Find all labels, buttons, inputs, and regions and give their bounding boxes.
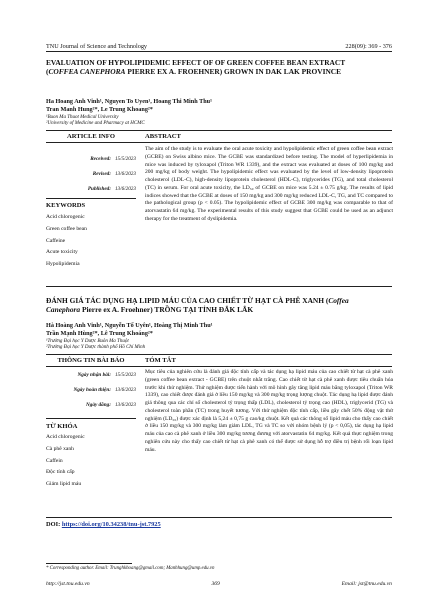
- english-top-rule: [46, 130, 392, 131]
- keyword: Giảm lipid máu: [46, 481, 82, 488]
- vietnamese-authors-line-2: Trần Mạnh Hùng²*, Lê Trung Khoáng²*: [46, 330, 153, 338]
- vietnamese-abstract-text: Mục tiêu của nghiên cứu là đánh giá độc tính cấp và tác dụng hạ lipid máu của cao chiết từ hạt cà phê xanh (green coffee bean extract - GCBE) trên chuột nhắt trắng. Cao chiết từ hạt cà phê xanh được tiêu chuẩn hóa trước khi thử nghiệm. Thử nghiệm được tiến hành với mô hình gây tăng lipid máu bằng tyloxapol (Triton WR 1339), cao chiết được đánh giá ở liều 150 mg/kg và 300 mg/kg trọng lượng chuột. Tác dụng hạ lipid được đánh giá thông qua các chỉ số cholesterol tỷ trọng thấp (LDL), cholesterol tỷ trọng cao (HDL), triglycerid (TG) và cholesterol toàn phần (TC) trong huyết tương. Với thử nghiệm độc tính cấp, liều gây chết 50% động vật thử nghiệm (LD₅₀) được xác định là 5,24 ± 0,75 g cao/kg chuột. Kết quả các thông số lipid máu cho thấy cao chiết ở liều 150 mg/kg và 300 mg/kg làm giảm LDL, TG và TC so với nhóm bệnh lý (p < 0,05), tác dụng hạ lipid máu của cao cà phê xanh ở liều 300 mg/kg tương đương với atorvastatin 64 mg/kg. Kết quả thực nghiệm trong nghiên cứu này cho thấy cao chiết từ hạt cà phê xanh có thể được sử dụng hỗ trợ điều trị bệnh rối loạn lipid máu.: [145, 369, 393, 453]
- english-affiliations: [46, 115, 386, 128]
- keyword: Độc tính cấp: [46, 469, 75, 476]
- vietnamese-top-rule: [46, 354, 392, 355]
- vietnamese-affiliations: [46, 339, 386, 352]
- english-title-part-2: PIERRE EX A. FROEHNER) GROWN IN DAK LAK PROVINCE: [125, 67, 342, 77]
- vietnamese-heading-rule: [46, 366, 392, 367]
- vietnamese-date-received: Ngày nhận bài: 15/5/2023: [77, 372, 136, 378]
- english-date-revised: Revised: 13/6/2023: [92, 171, 136, 177]
- vietnamese-keyword-list: [46, 432, 136, 491]
- english-keyword-list: [46, 212, 136, 271]
- doi-label: DOI:: [46, 521, 62, 528]
- english-title: [46, 58, 376, 77]
- doi-line: [46, 521, 161, 528]
- header-rule: [46, 51, 392, 52]
- journal-website-link[interactable]: http://jst.tnu.edu.vn: [46, 581, 90, 587]
- vietnamese-title-species: Coffea Canephora: [46, 296, 349, 315]
- vietnamese-affiliation-2: ²Trường Đại học Y Dược thành phố Hồ Chí Minh: [46, 345, 146, 351]
- english-dates: [46, 156, 136, 201]
- vietnamese-abstract-heading: TÓM TẮT: [145, 357, 176, 364]
- english-date-published: Published: 13/6/2023: [87, 186, 136, 192]
- page-footer: [46, 581, 392, 587]
- english-affiliation-1: ¹Buon Ma Thuot Medical University: [46, 115, 119, 120]
- doi-link[interactable]: https://doi.org/10.34238/tnu-jst.7925: [61, 521, 161, 528]
- keyword: Acute toxicity: [46, 249, 78, 256]
- vietnamese-bottom-rule: [46, 517, 392, 518]
- english-abstract-heading: ABSTRACT: [145, 133, 181, 140]
- english-authors: [46, 98, 386, 115]
- keyword: Caffeine: [46, 237, 66, 244]
- english-authors-line-2: Tran Manh Hung²*, Le Trung Khoang²*: [46, 106, 153, 114]
- vietnamese-date-published: Ngày đăng: 13/6/2023: [86, 402, 136, 408]
- english-title-species: COFFEA CANEPHORA: [48, 67, 126, 77]
- vietnamese-authors-line-1: Hà Hoàng Anh Vinh¹, Nguyễn Tố Uyên¹, Hoàng Thị Minh Thu¹: [46, 322, 213, 329]
- english-abstract-text: The aim of the study is to evaluate the oral acute toxicity and hypolipidemic effect of green coffee bean extract (GCBE) on Swiss albino mice. The GCBE was standardized before testing. The model of hyperlipidemia in mice was induced by tyloxapol (Triton WR 1339), and the extract was evaluated at doses of 100 mg/kg and 200 mg/kg of body weight. The hypolipidemic effect was evaluated by the level of low-density lipoprotein cholesterol (LDL-C), high-density lipoprotein cholesterol (HDL-C), triglycerides (TG), and total cholesterol (TC) in serum. For oral acute toxicity, the LD₅₀ of GCBE on mice was 5.24 ± 0.75 g/kg. The results of lipid indices showed that the GCBE at doses of 150 mg/kg and 300 mg/kg reduced LDL-C, TG, and TC compared to the pathological group (p < 0.05). The hypolipidemic effect of GCBE 300 mg/kg was comparable to that of atorvastatin 64 mg/kg. The experimental results of this study suggest that GCBE could be used as an adjunct therapy for the treatment of dyslipidemia.: [145, 146, 393, 222]
- vietnamese-keywords-heading: TỪ KHÓA: [46, 423, 78, 430]
- keyword: Green coffee bean: [46, 225, 87, 232]
- english-authors-line-1: Ha Hoang Anh Vinh¹, Nguyen To Uyen¹, Hoang Thi Minh Thu¹: [46, 98, 212, 105]
- english-heading-rule: [46, 142, 392, 143]
- english-affiliation-2: ²University of Medicine and Pharmacy at HCMC: [46, 121, 145, 127]
- journal-email: Email: jst@tnu.edu.vn: [341, 581, 392, 587]
- issue-pages: 228(09): 369 - 376: [345, 43, 392, 50]
- journal-name: TNU Journal of Science and Technology: [46, 43, 148, 50]
- footnote-rule: [46, 563, 132, 564]
- running-header: [46, 43, 392, 50]
- keyword: Caffein: [46, 457, 63, 464]
- keyword: Cà phê xanh: [46, 445, 74, 452]
- vietnamese-article-info-heading: THÔNG TIN BÀI BÁO: [57, 357, 125, 364]
- english-keywords-rule: [46, 198, 136, 199]
- english-date-received: Received: 15/5/2023: [90, 156, 136, 162]
- english-title-part-1: EVALUATION OF HYPOLIPIDEMIC EFFECT OF OF GREEN COFFEE BEAN EXTRACT (: [46, 58, 346, 77]
- vietnamese-date-revised: Ngày hoàn thiện: 13/6/2023: [73, 387, 136, 393]
- vietnamese-title-part-1: ĐÁNH GIÁ TÁC DỤNG HẠ LIPID MÁU CỦA CAO CHIẾT TỪ HẠT CÀ PHÊ XANH (: [46, 296, 329, 305]
- corresponding-author-note: * Corresponding author. Email: Trunghkhoang@gmail.com; Manhhung@ump.edu.vn: [46, 566, 215, 571]
- keyword: Acid chlorogenic: [46, 434, 85, 440]
- english-article-info-heading: ARTICLE INFO: [67, 133, 115, 140]
- vietnamese-title: [46, 296, 376, 315]
- vietnamese-authors: [46, 322, 386, 339]
- vietnamese-dates: [46, 372, 136, 417]
- keyword: Hypolipidemia: [46, 261, 80, 268]
- vietnamese-affiliation-1: ¹Trường Đại học Y Dược Buôn Ma Thuột: [46, 339, 129, 344]
- english-bottom-rule: [46, 286, 392, 287]
- vietnamese-title-part-2: Pierre ex A. Froehner) TRỒNG TẠI TỈNH ĐẮK LẮK: [80, 305, 254, 315]
- vietnamese-keywords-rule: [46, 418, 136, 419]
- page-number: 369: [211, 581, 220, 587]
- english-keywords-heading: KEYWORDS: [46, 202, 86, 209]
- keyword: Acid chlorogenic: [46, 214, 85, 220]
